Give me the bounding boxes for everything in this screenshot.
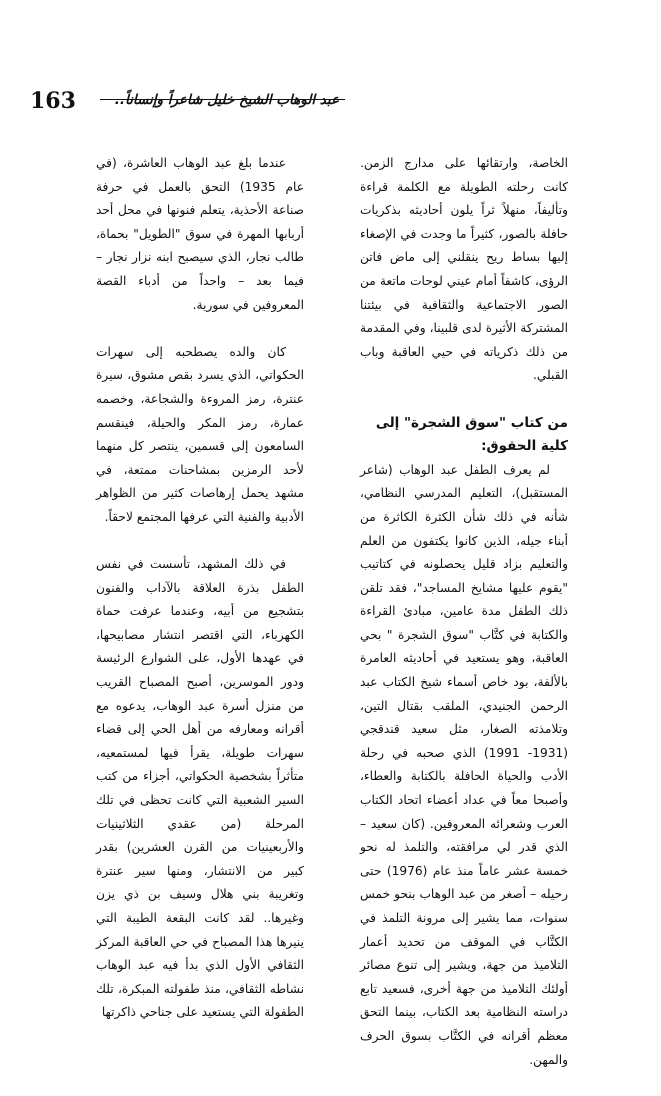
running-title: عبد الوهاب الشيخ خليل شاعراً وإنساناً.. [114, 92, 339, 108]
left-paragraph-3: في ذلك المشهد، تأسست في نفس الطفل بذرة العلاقة بالآداب والفنون بتشجيع من أبيه، وعندما عرفت حماة الكهرباء، التي اقتصر انتشار مصابيحها، في عهدها الأول، على الشوارع الرئيسة ودور الموسرين، أصبح المصباح القريب من منزل أسرة عبد الوهاب، يدعوه مع أقرانه ومعارفه من أهل الحي إلى قضاء سهرات طويلة، يقرأ فيها لمستمعيه، متأثراً بشخصية الحكواتي، أجزاء من كتب السير الشعبية التي كانت تحظى في تلك المرحلة (من عقدي الثلاثينيات والأربعينيات من القرن العشرين) بقدر كبير من الانتشار، ومنها سير عنترة وتغريبة بني هلال وسيف بن ذي يزن وغيرها.. لقد كانت البقعة الطيبة التي ينيرها هذا المصباح في حي العاقبة المركز الثقافي الأول الذي بدأ فيه عبد الوهاب نشاطه الثقافي، منذ طفولته المبكرة، تلك الطفولة التي يستعيد على جناحي ذاكرتها [96, 557, 304, 1020]
header-rule [100, 99, 345, 100]
left-column [96, 152, 304, 1049]
right-paragraph-2: لم يعرف الطفل عبد الوهاب (شاعر المستقبل)، التعليم المدرسي النظامي، شأنه في ذلك شأن الكثرة الكاثرة من أبناء جيله، الذين كانوا يكتفون من العلم والتعليم بزاد قليل يحصلونه في كتاتيب "يقوم عليها مشايخ المساجد"، فقد تلقن ذلك الطفل مدة عامين، مبادئ القراءة والكتابة في كتَّاب "سوق الشجرة " بحي العاقبة، وهو يستعيد في أحاديثه العامرة بالألفة، بود خاص أسماء شيخ الكتاب عبد الرحمن الجنيدي، الملقب بقتال التين، وتلامذته الصغار، مثل سعيد قندقجي (1931- 1991) الذي صحبه في رحلة الأدب والحياة الحافلة بالكتابة والعطاء، وأصبحا معاً في عداد أعضاء اتحاد الكتاب العرب وشعرائه المعروفين. (كان سعيد – الذي قدر لي مرافقته، والتلمذ له نحو خمسة عشر عاماً منذ عام (1976) حتى رحيله – أصغر من عبد الوهاب بنحو خمس سنوات، مما يشير إلى مرونة التلمذ في الكتَّاب في الموقف من تحديد أعمار التلاميذ من جهة، ويشير إلى تنوع مصائر أولئك التلاميذ من جهة أخرى، فسعيد تابع دراسته النظامية بعد الكتاب، بينما التحق معظم أقرانه في الكتَّاب بسوق الحرف والمهن. [360, 462, 569, 1067]
section-heading: من كتاب "سوق الشجرة" إلى كلية الحقوق: [375, 414, 568, 455]
right-paragraph-1: الخاصة، وارتقائها على مدارج الزمن. كانت رحلته الطويلة مع الكلمة قراءة وتأليفاً، منهلاً ثراً يلون أحاديثه بذكريات حافلة بالصور، كثيراً ما وجدت في الإصغاء إليها بساط ريح ينقلني إلى ماض فاتن الرؤى، كاشفاً أمام عيني لوحات ماتعة من الصور الاجتماعية والثقافية في بيئتنا المشتركة الأثيرة لدى قلبينا، وفي المقدمة من ذلك ذكرياته في حيي العاقبة وباب القبلي. [360, 156, 568, 383]
right-column [360, 152, 568, 1096]
left-paragraph-2: كان والده يصطحبه إلى سهرات الحكواتي، الذي يسرد بقص مشوق، سيرة عنترة، رمز المروءة والشجاعة، وخصمه عمارة، رمز المكر والحيلة، فينقسم السامعون إلى قسمين، ينتصر كل منهما لأحد الرمزين بمشاحنات ممتعة، في مشهد يحمل إرهاصات كثير من الظواهر الأدبية والفنية التي عرفها المجتمع لاحقاً. [96, 344, 304, 524]
left-paragraph-1: عندما بلغ عبد الوهاب العاشرة، (في عام 1935) التحق بالعمل في حرفة صناعة الأحذية، يتعلم فنونها في محل أحد أربابها المهرة في سوق "الطويل" بحماة، طالب نجار، الذي سيصبح ابنه نزار نجار – فيما بعد – واحداً من أدباء القصة المعروفين في سورية. [96, 156, 304, 312]
page-number: 163 [30, 88, 76, 114]
